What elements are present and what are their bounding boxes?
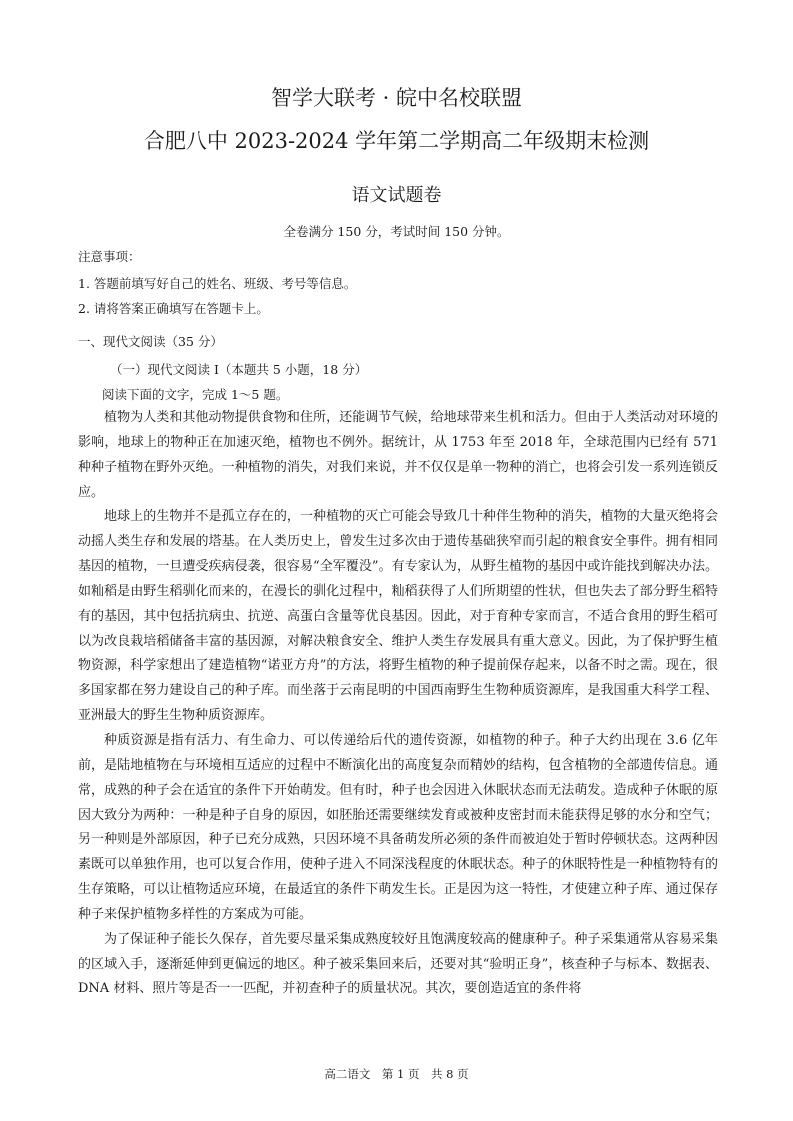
- notice-item: 1. 答题前填写好自己的姓名、班级、考号等信息。: [78, 276, 357, 291]
- notice-heading: 注意事项：: [78, 249, 141, 264]
- reading-instruction: 阅读下面的文字，完成 1～5 题。: [102, 387, 289, 402]
- page-footer: 高二语文 第 1 页 共 8 页: [324, 1067, 469, 1081]
- paper-subject-title: 语文试题卷: [351, 185, 442, 206]
- subsection-heading: （一）现代文阅读 I（本题共 5 小题，18 分）: [110, 362, 368, 377]
- passage-paragraph: 为了保证种子能长久保存，首先要尽量采集成熟度较好且饱满度较高的健康种子。种子采集通常从容易采集的区域入手，逐渐延伸到更偏远的地区。种子被采集回来后，还要对其“验明正身”，核查种子与标本、数据表、DNA 材料、照片等是否一一匹配，并初查种子的质量状况。其次，要创造适宜的条件将: [78, 931, 718, 997]
- score-time-info: 全卷满分 150 分，考试时间 150 分钟。: [283, 224, 510, 239]
- exam-alliance-title: 智学大联考 · 皖中名校联盟: [270, 86, 523, 110]
- reading-passage: [78, 406, 718, 1002]
- notice-item: 2. 请将答案正确填写在答题卡上。: [78, 301, 269, 316]
- passage-paragraph: 地球上的生物并不是孤立存在的，一种植物的灭亡可能会导致几十种伴生物种的消失，植物的大量灭绝将会动摇人类生存和发展的塔基。在人类历史上，曾发生过多次由于遗传基础狭窄而引起的粮食安全事件。拥有相同基因的植物，一旦遭受疾病侵袭，很容易“全军覆没”。有专家认为，从野生植物的基因中或许能找到解决办法。如籼稻是由野生稻驯化而来的，在漫长的驯化过程中，籼稻获得了人们所期望的性状，但也失去了部分野生稻特有的基因，其中包括抗病虫、抗逆、高蛋白含量等优良基因。因此，对于育种专家而言，不适合食用的野生稻可以为改良栽培稻储备丰富的基因源，对解决粮食安全、维护人类生存发展具有重大意义。因此，为了保护野生植物资源，科学家想出了建造植物“诺亚方舟”的方法，将野生植物的种子提前保存起来，以备不时之需。现在，很多国家都在努力建设自己的种子库。而坐落于云南昆明的中国西南野生生物种质资源库，是我国重大科学工程、亚洲最大的野生生物种质资源库。: [78, 509, 718, 724]
- section-heading: 一、现代文阅读（35 分）: [78, 334, 223, 349]
- passage-paragraph: 种质资源是指有活力、有生命力、可以传递给后代的遗传资源，如植物的种子。种子大约出现在 3.6 亿年前，是陆地植物在与环境相互适应的过程中不断演化出的高度复杂而精妙的结构，包含植物的全部遗传信息。通常，成熟的种子会在适宜的条件下开始萌发。但有时，种子也会因进入休眠状态而无法萌发。造成种子休眠的原因大致分为两种：一种是种子自身的原因，如胚胎还需要继续发育或被种皮密封而未能获得足够的水分和空气；另一种则是外部原因，种子已充分成熟，只因环境不具备萌发所必须的条件而被迫处于暂时停顿状态。这两种因素既可以单独作用，也可以复合作用，使种子进入不同深浅程度的休眠状态。种子的休眠特性是一种植物特有的生存策略，可以让植物适应环境，在最适宜的条件下萌发生长。正是因为这一特性，才使建立种子库、通过保存种子来保护植物多样性的方案成为可能。: [78, 732, 718, 922]
- exam-school-title: 合肥八中 2023-2024 学年第二学期高二年级期末检测: [143, 129, 650, 153]
- passage-paragraph: 植物为人类和其他动物提供食物和住所，还能调节气候，给地球带来生机和活力。但由于人类活动对环境的影响，地球上的物种正在加速灭绝，植物也不例外。据统计，从 1753 年至 2018 年，全球范围内已经有 571 种种子植物在野外灭绝。一种植物的消失，对我们来说，并不仅仅是单一物种的消亡，也将会引发一系列连锁反应。: [78, 410, 718, 500]
